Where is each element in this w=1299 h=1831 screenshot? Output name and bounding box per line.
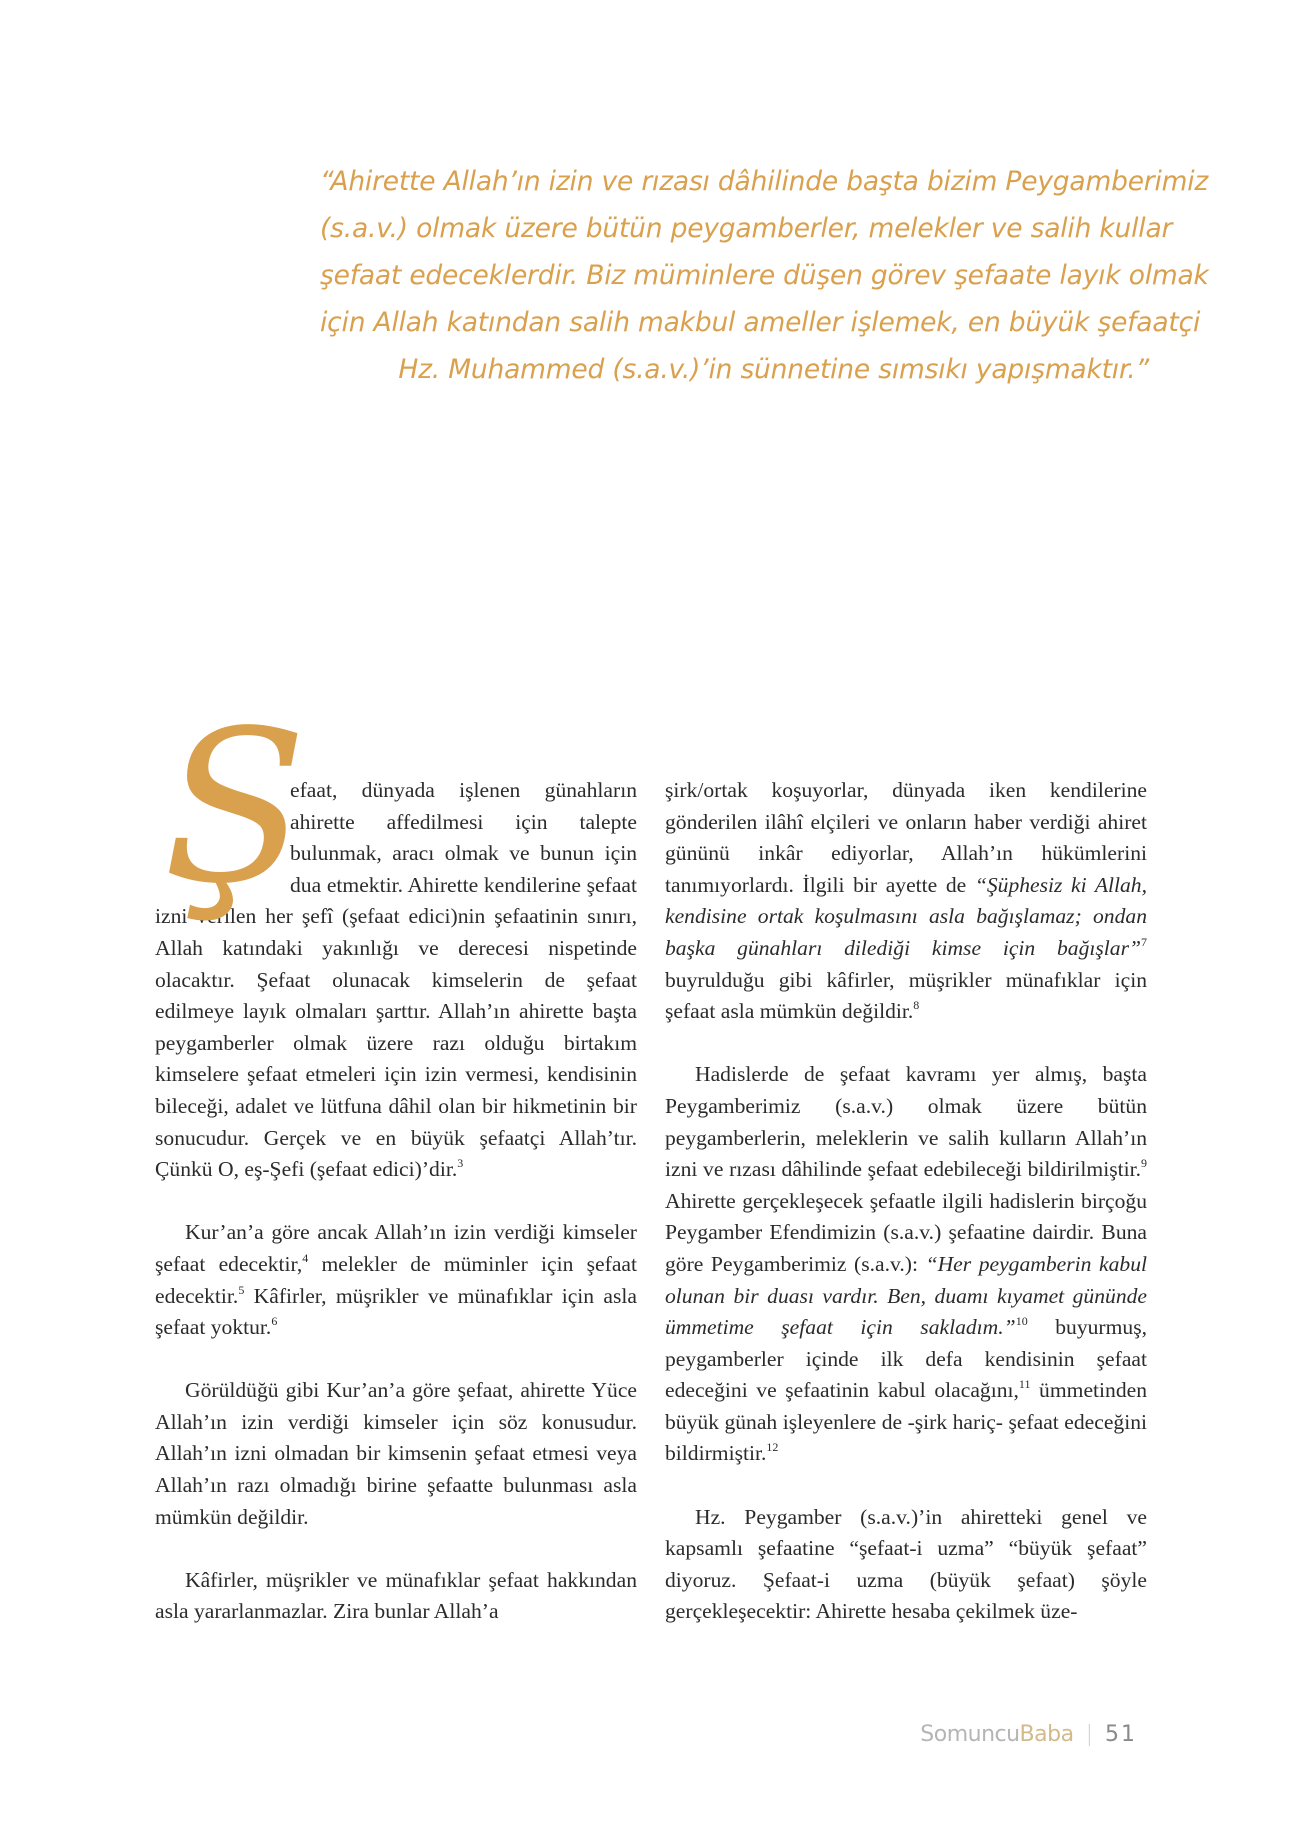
paragraph [155, 685, 637, 1186]
pull-quote-line: (s.a.v.) olmak üzere bütün peygamberler, melekler ve salih kullar [320, 213, 1173, 244]
pull-quote-line: “Ahirette Allah’ın izin ve rızası dâhilinde başta bizim Peygamberimiz [320, 166, 1209, 197]
footnote-ref: 9 [1141, 1156, 1147, 1171]
left-column [155, 685, 637, 1660]
hadith-quote: “Her peygamberin kabul olunan bir duası vardır. Ben, duamı kıyamet gününde ümmetime şefaat için sakladım.” [665, 1251, 1147, 1340]
page-number: 51 [1105, 1722, 1137, 1747]
paragraph [155, 1217, 637, 1343]
footnote-ref: 10 [1015, 1314, 1028, 1329]
pull-quote-line: şefaat edeceklerdir. Biz müminlere düşen görev şefaate layık olmak [320, 260, 1209, 291]
pull-quote [320, 158, 1209, 393]
paragraph-text: buyurmuş, peygamberler içinde ilk defa kendisinin şefaat edeceğini ve şefaatinin kabul olacağını, [665, 1315, 1147, 1403]
pull-quote-line: için Allah katından salih makbul ameller işlemek, en büyük şefaatçi [320, 307, 1201, 338]
drop-cap: Ş [163, 685, 307, 930]
paragraph-text: şirk/ortak koşuyorlar, dünyada iken kendilerine gönderilen ilâhî elçileri ve onların haber verdiği ahiret gününü inkâr ediyorlar, Allah’ın hükümlerini tanımıyorlardı. İlgili bir ayette de [665, 778, 1147, 897]
paragraph [665, 775, 1147, 1028]
pull-quote-line: Hz. Muhammed (s.a.v.)’in sünnetine sımsıkı yapışmaktır.” [398, 354, 1149, 385]
paragraph: Kâfirler, müşrikler ve münafıklar şefaat hakkından asla yararlanmazlar. Zira bunlar Allah’a [155, 1567, 637, 1624]
brand-logo [920, 1722, 1073, 1747]
footnote-ref: 7 [1141, 934, 1147, 949]
footnote-ref: 3 [457, 1156, 464, 1171]
footnote-ref: 4 [302, 1250, 309, 1265]
footer-separator: | [1085, 1722, 1093, 1747]
paragraph [665, 1059, 1147, 1470]
paragraph-text: buyrulduğu gibi kâfirler, müşrikler münafıklar için şefaat asla mümkün değildir. [665, 967, 1147, 1024]
footnote-ref: 12 [766, 1440, 779, 1455]
paragraph: Hz. Peygamber (s.a.v.)’in ahiretteki genel ve kapsamlı şefaatine “şefaat-i uzma” “büyük şefaat” diyoruz. Şefaat-i uzma (büyük şefaat) şöyle gerçekleşecektir: Ahirette hesaba çekilmek üze- [665, 1504, 1147, 1624]
paragraph-text: efaat, dünyada işlenen günahların ahirette affedilmesi için talepte bulunmak, aracı olmak ve bunun için dua etmektir. Ahirette kendilerine şefaat izni verilen her şefî (şefaat edici)nin şefaatinin sınırı, Allah katındaki yakınlığı ve derecesi nispetinde olacaktır. Şefaat olunacak kimselerin de şefaat edilmeye layık olmaları şarttır. Allah’ın ahirette başta peygamberler olmak üzere razı olduğu birtakım kimselere şefaat etmeleri için izin vermesi, kendisinin bileceği, adalet ve lütfuna dâhil olan bir hikmetinin bir sonucudur. Gerçek ve en büyük şefaatçi Allah’tır. Çünkü O, eş-Şefi (şefaat edici)’dir. [155, 778, 637, 1182]
footnote-ref: 11 [1018, 1377, 1031, 1392]
page-footer [920, 1722, 1137, 1747]
right-column [665, 775, 1147, 1660]
brand-name-part1: Somuncu [920, 1722, 1020, 1747]
paragraph-text: Hadislerde de şefaat kavramı yer almış, başta Peygamberimiz (s.a.v.) olmak üzere bütün peygamberlerin, meleklerin ve salih kulların Allah’ın izni ve rızası dâhilinde şefaat edebileceği bildirilmiştir. [665, 1062, 1147, 1182]
paragraph-text: melekler de müminler için şefaat edecektir. [155, 1251, 637, 1308]
verse-quote: “Şüphesiz ki Allah, kendisine ortak koşulmasını asla bağışlamaz; ondan başka günahları dilediği kimse için bağışlar” [665, 872, 1148, 960]
brand-name-part2: Baba [1019, 1722, 1074, 1747]
footnote-ref: 6 [271, 1314, 278, 1329]
footnote-ref: 8 [913, 998, 920, 1013]
footnote-ref: 5 [238, 1282, 245, 1297]
paragraph-text: ümmetinden büyük günah işleyenlere de -şirk hariç- şefaat edeceğini bildirmiştir. [665, 1378, 1147, 1466]
paragraph-text: Kur’an’a göre ancak Allah’ın izin verdiği kimseler şefaat edecektir, [155, 1220, 637, 1276]
paragraph-text: Kâfirler, müşrikler ve münafıklar için asla şefaat yoktur. [155, 1283, 637, 1340]
paragraph: Görüldüğü gibi Kur’an’a göre şefaat, ahirette Yüce Allah’ın izin verdiği kimseler için söz konusudur. Allah’ın izni olmadan bir kimsenin şefaat etmesi veya Allah’ın razı olmadığı birine şefaatte bulunması asla mümkün değildir. [155, 1378, 637, 1529]
paragraph-text: Ahirette gerçekleşecek şefaatle ilgili hadislerin birçoğu Peygamber Efendimizin (s.a.v.) şefaatine dairdir. Buna göre Peygamberimiz (s.a.v.): [665, 1188, 1147, 1276]
drop-cap-box [145, 685, 307, 930]
